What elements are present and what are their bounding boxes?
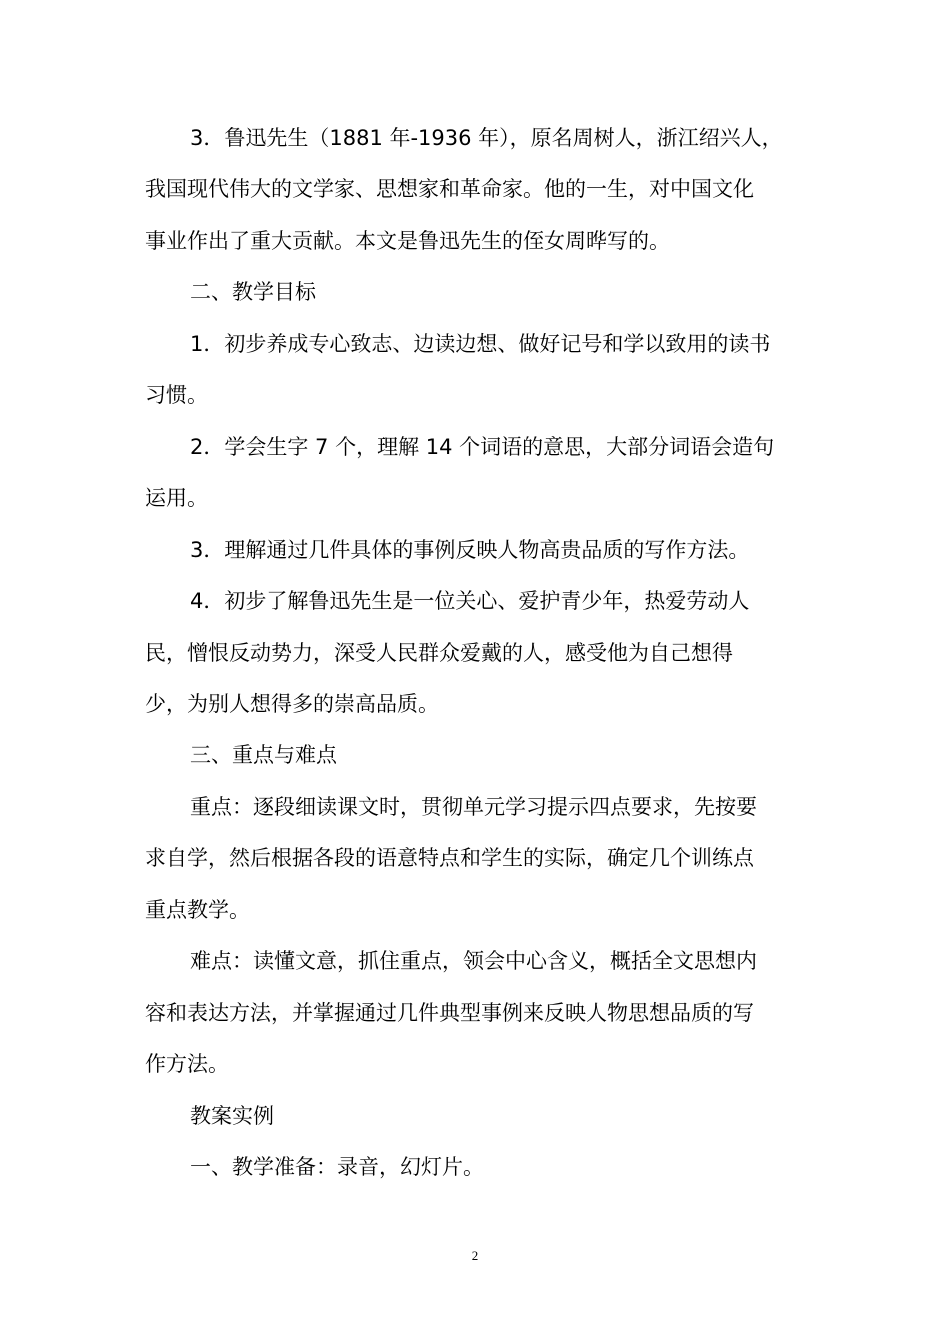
- text-line: 少，为别人想得多的崇高品质。: [145, 692, 439, 716]
- text-line: 运用。: [145, 486, 208, 510]
- text-line: 3．鲁迅先生（1881 年-1936 年），原名周树人，浙江绍兴人，: [190, 126, 783, 150]
- page-number: 2: [471, 1248, 479, 1263]
- text-line: 作方法。: [145, 1052, 229, 1076]
- section-heading: 二、教学目标: [190, 280, 316, 304]
- text-line: 习惯。: [145, 383, 208, 407]
- text-line: 重点：逐段细读课文时，贯彻单元学习提示四点要求，先按要: [190, 795, 757, 819]
- text-line: 民，憎恨反动势力，深受人民群众爱戴的人，感受他为自己想得: [145, 641, 733, 665]
- text-line: 我国现代伟大的文学家、思想家和革命家。他的一生，对中国文化: [145, 177, 754, 201]
- text-line: 2．学会生字 7 个，理解 14 个词语的意思，大部分词语会造句: [190, 435, 775, 459]
- section-heading: 教案实例: [190, 1104, 274, 1128]
- text-line: 4．初步了解鲁迅先生是一位关心、爱护青少年，热爱劳动人: [190, 589, 750, 613]
- text-line: 事业作出了重大贡献。本文是鲁迅先生的侄女周晔写的。: [145, 229, 670, 253]
- section-heading: 三、重点与难点: [190, 743, 337, 767]
- text-line: 重点教学。: [145, 898, 250, 922]
- section-heading: 一、教学准备：录音，幻灯片。: [190, 1155, 484, 1179]
- text-line: 容和表达方法，并掌握通过几件典型事例来反映人物思想品质的写: [145, 1001, 754, 1025]
- text-line: 3．理解通过几件具体的事例反映人物高贵品质的写作方法。: [190, 538, 750, 562]
- text-line: 1．初步养成专心致志、边读边想、做好记号和学以致用的读书: [190, 332, 771, 356]
- text-line: 难点：读懂文意，抓住重点，领会中心含义，概括全文思想内: [190, 949, 757, 973]
- text-line: 求自学，然后根据各段的语意特点和学生的实际，确定几个训练点: [145, 846, 754, 870]
